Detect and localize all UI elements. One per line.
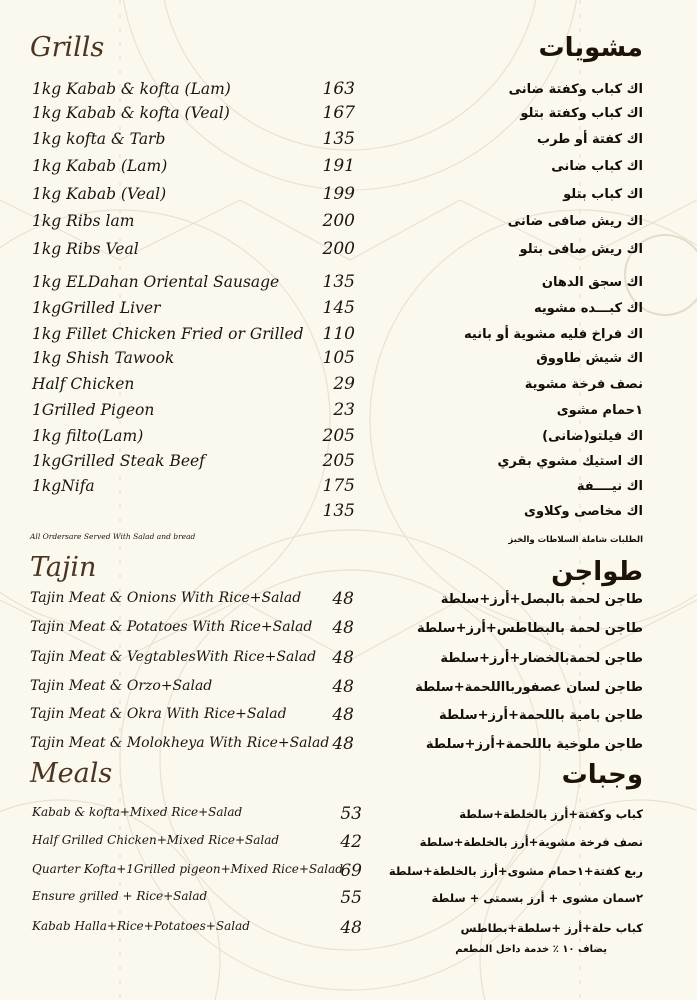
item-name-ar: كباب وكفتة+أرز بالخلطة+سلطة (459, 807, 643, 821)
item-name-ar: اك كباب وكفتة ضانى (508, 82, 643, 97)
item-name-ar: اك سجق الدهان (541, 275, 643, 290)
item-name-en: 1kgGrilled Steak Beef (32, 452, 205, 470)
item-name-ar: طاجن لسان عصفوربااللحمة+سلطة (415, 680, 643, 695)
item-name-ar: اك كباب ضانى (551, 159, 643, 174)
item-name-ar: اك ريش صافى ضانى (507, 214, 643, 229)
item-name-ar: اك فراخ فليه مشوية أو بانيه (464, 327, 643, 342)
item-name-en: Tajin Meat & Okra With Rice+Salad (30, 706, 287, 722)
item-price: 167 (322, 103, 355, 123)
grills-note-en: All Ordersare Served With Salad and bread (30, 532, 196, 541)
item-name-ar: اك شيش طاووق (536, 351, 643, 366)
item-price: 48 (332, 648, 354, 668)
item-price: 29 (333, 374, 355, 394)
tajin-title-en: Tajin (30, 552, 97, 583)
item-name-en: 1kg Shish Tawook (32, 349, 175, 367)
item-name-ar: اك مخاصى وكلاوى (524, 504, 643, 519)
meals-title-en: Meals (30, 758, 113, 789)
item-price: 48 (332, 734, 354, 754)
item-price: 175 (322, 476, 355, 496)
item-name-en: Tajin Meat & Potatoes With Rice+Salad (30, 619, 313, 635)
item-price: 55 (340, 888, 362, 908)
item-name-ar: اك ريش صافى بتلو (519, 242, 643, 257)
item-price: 48 (332, 618, 354, 638)
item-name-en: 1kg kofta & Tarb (32, 130, 166, 148)
item-price: 145 (322, 298, 355, 318)
item-name-ar: اك استيك مشوي بقري (497, 454, 643, 469)
tajin-title-ar: طواجن (551, 557, 643, 587)
item-price: 48 (332, 589, 354, 609)
item-name-ar: اك فيلتو(ضانى) (542, 429, 643, 444)
item-name-en: Tajin Meat & VegtablesWith Rice+Salad (30, 649, 317, 665)
item-name-ar: ٢سمان مشوى + أرز بسمتى + سلطة (431, 891, 643, 905)
item-price: 200 (322, 239, 355, 259)
item-name-en: 1kgGrilled Liver (32, 299, 161, 317)
item-name-en: 1kg Kabab (Lam) (32, 157, 168, 175)
item-price: 23 (333, 400, 355, 420)
item-price: 48 (332, 705, 354, 725)
item-name-en: 1Grilled Pigeon (32, 401, 155, 419)
item-name-ar: ربع كفتة+١حمام مشوى+أرز بالخلطة+سلطة (388, 864, 643, 878)
item-name-ar: كباب حلة+أرز +سلطة+بطاطس (460, 921, 643, 935)
item-price: 105 (322, 348, 355, 368)
item-price: 42 (340, 832, 362, 852)
item-name-en: 1kg Ribs Veal (32, 240, 139, 258)
grills-title-ar: مشويات (538, 33, 643, 63)
item-price: 48 (340, 918, 362, 938)
meals-title-ar: وجبات (561, 760, 643, 790)
item-name-en: 1kg Fillet Chicken Fried or Grilled (32, 325, 304, 343)
item-name-en: Tajin Meat & Onions With Rice+Salad (30, 590, 302, 606)
item-name-ar: طاجن لحمة بالبصل+أرز+سلطة (440, 592, 643, 607)
item-price: 135 (322, 501, 355, 521)
item-price: 69 (340, 861, 362, 881)
item-price: 163 (322, 79, 355, 99)
item-name-en: Quarter Kofta+1Grilled pigeon+Mixed Rice+Salad (32, 862, 343, 876)
item-name-ar: اك كباب وكفتة بتلو (520, 106, 643, 121)
item-name-en: Half Grilled Chicken+Mixed Rice+Salad (32, 833, 280, 847)
item-price: 191 (322, 156, 355, 176)
item-name-ar: نصف فرخة مشوية+أرز بالخلطة+سلطة (419, 835, 643, 849)
item-name-en: Half Chicken (32, 375, 135, 393)
item-name-en: Kabab & kofta+Mixed Rice+Salad (32, 805, 243, 819)
item-name-ar: اك كفتة أو طرب (537, 132, 643, 147)
item-name-en: Kabab Halla+Rice+Potatoes+Salad (32, 919, 250, 933)
item-name-en: 1kg Kabab & kofta (Veal) (32, 104, 230, 122)
item-name-en: 1kg Ribs lam (32, 212, 135, 230)
item-price: 205 (322, 426, 355, 446)
item-name-ar: اك كباب بتلو (563, 187, 643, 202)
item-name-en: 1kgNifa (32, 477, 95, 495)
item-price: 110 (322, 324, 355, 344)
item-price: 199 (322, 184, 355, 204)
item-price: 205 (322, 451, 355, 471)
item-name-en: Tajin Meat & Orzo+Salad (30, 678, 213, 694)
item-name-ar: ١حمام مشوى (556, 403, 643, 418)
item-name-en: Tajin Meat & Molokheya With Rice+Salad (30, 735, 330, 751)
item-name-ar: نصف فرخة مشوية (524, 377, 643, 392)
item-name-en: 1kg ELDahan Oriental Sausage (32, 273, 280, 291)
item-price: 135 (322, 272, 355, 292)
item-name-ar: اك نيــــفة (576, 479, 643, 494)
item-name-en: 1kg filto(Lam) (32, 427, 144, 445)
item-name-ar: اك كبـــده مشويه (534, 301, 643, 316)
item-price: 48 (332, 677, 354, 697)
item-name-ar: طاجن ملوخية باللحمة+أرز+سلطة (425, 737, 643, 752)
item-name-en: 1kg Kabab & kofta (Lam) (32, 80, 231, 98)
item-name-en: Ensure grilled + Rice+Salad (32, 889, 208, 903)
item-price: 135 (322, 129, 355, 149)
item-price: 200 (322, 211, 355, 231)
item-name-ar: طاجن لحمة بالبطاطس+أرز+سلطة (416, 621, 643, 636)
item-name-ar: طاجن لحمةبالخضار+أرز+سلطة (440, 651, 643, 666)
grills-title-en: Grills (30, 32, 105, 63)
grills-note-ar: الطلبات شاملة السلاطات والخبز (508, 535, 643, 545)
item-price: 53 (340, 804, 362, 824)
meals-note-ar: يضاف ١٠ ٪ خدمة داخل المطعم (455, 944, 607, 955)
item-name-ar: طاجن بامية باللحمة+أرز+سلطة (438, 708, 643, 723)
item-name-en: 1kg Kabab (Veal) (32, 185, 167, 203)
